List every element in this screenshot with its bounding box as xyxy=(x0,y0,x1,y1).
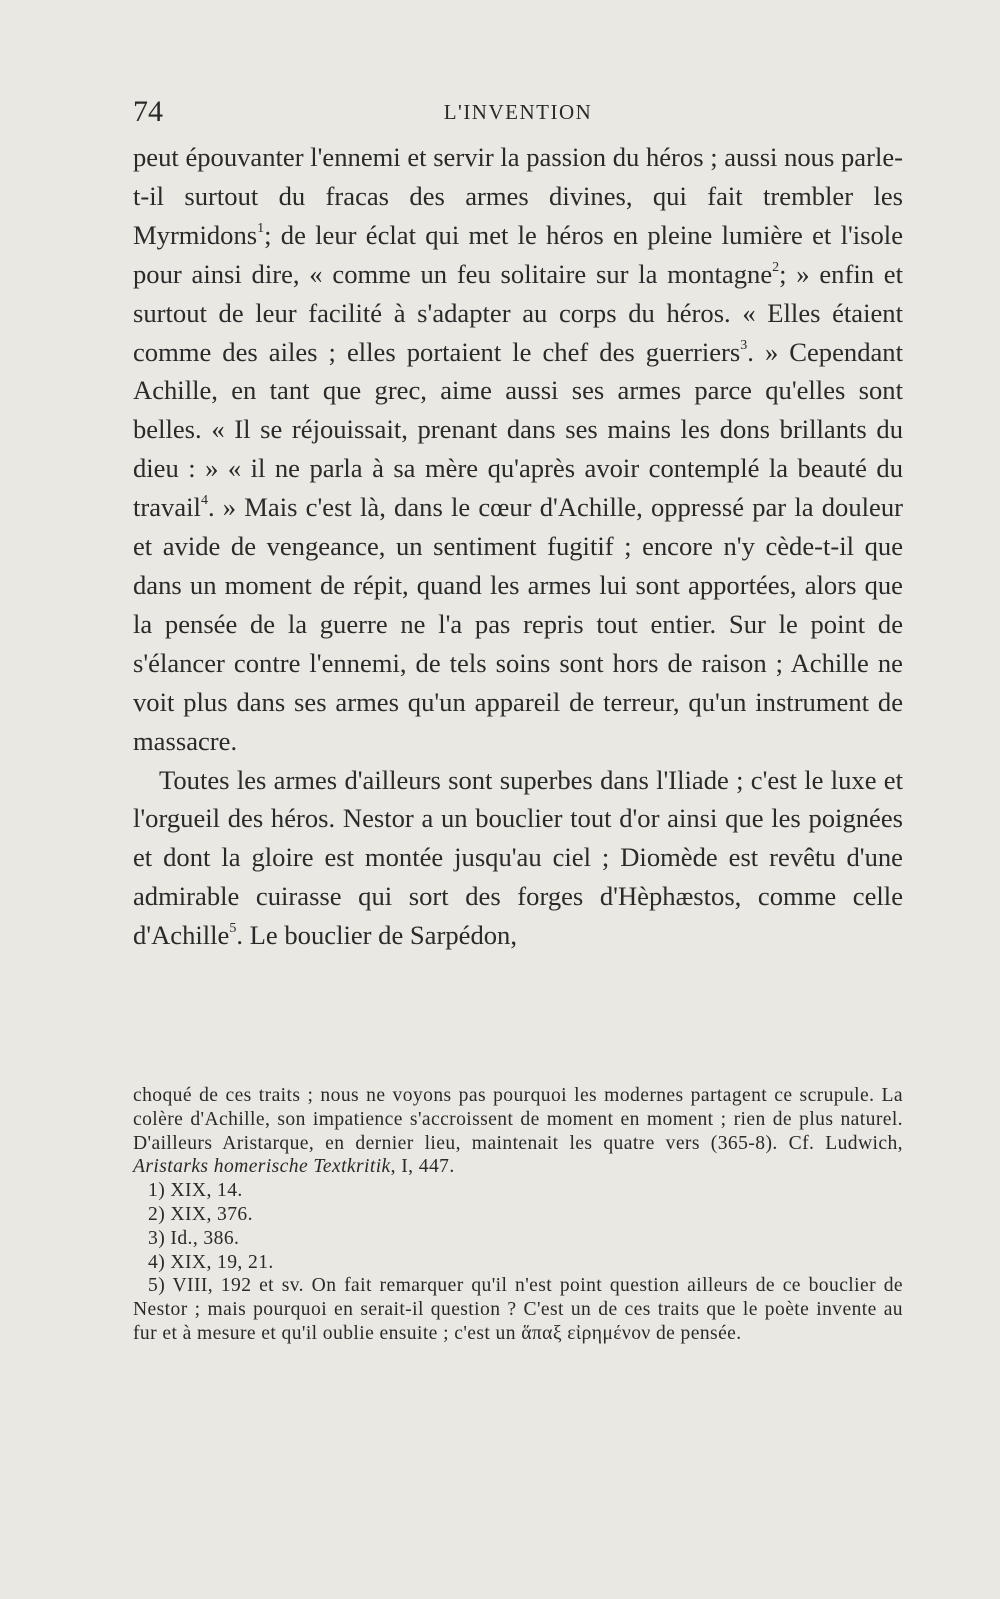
text-run: . » Cependant Achille, en tant que grec, aime aussi ses armes parce qu'elles sont belles. « Il se réjouissait, prenant dans ses mains les dons brillants du dieu : » « il ne parla à sa mère qu'après avoir contemplé la beauté du travail xyxy=(133,336,903,523)
main-text xyxy=(133,138,903,955)
footnote-4: 4) XIX, 19, 21. xyxy=(148,1251,274,1273)
text-run: 5) VIII, 192 et sv. On fait remarquer qu'il n'est point question ailleurs de ce bouclier de Nestor ; mais pourquoi en serait-il question ? C'est un de ces traits que le poète invente au fur et à mesure et qu'il oublie ensuite ; c'est un xyxy=(133,1275,903,1344)
footnote-5 xyxy=(131,1274,903,1345)
footnote-ref-3: 3 xyxy=(740,337,748,353)
text-run: , I, 447. xyxy=(390,1156,455,1178)
text-run: choqué de ces traits ; nous ne voyons pas pourquoi les modernes partagent ce scrupule. La colère d'Achille, son impatience s'accroissent de moment en moment ; rien de plus naturel. D'ailleurs Aristarque, en dernier lieu, maintenait les quatre vers (365-8). Cf. Ludwich, xyxy=(133,1085,903,1154)
page-number: 74 xyxy=(133,95,163,128)
footnote-1: 1) XIX, 14. xyxy=(148,1180,243,1202)
text-run: ; » enfin et surtout de leur facilité à s'adapter au corps du héros. « Elles étaient comme des ailes ; elles portaient le chef des guerriers xyxy=(133,258,903,367)
text-run: peut épouvanter l'ennemi et servir la passion du héros ; aussi nous parle-t-il surtout du fracas des armes divines, qui fait trembler les Myrmidons xyxy=(133,142,903,250)
footnote-2: 2) XIX, 376. xyxy=(148,1203,253,1225)
text-run: . Le bouclier de Sarpédon, xyxy=(236,920,517,951)
footnote-ref-5: 5 xyxy=(229,921,237,937)
footnote-ref-1: 1 xyxy=(257,220,265,236)
text-run: . » Mais c'est là, dans le cœur d'Achille, oppressé par la douleur et avide de vengeance, un sentiment fugitif ; encore n'y cède-t-il que dans un moment de répit, quand les armes lui sont apportées, alors que la pensée de la guerre ne l'a pas repris tout entier. Sur le point de s'élancer contre l'ennemi, de tels soins sont hors de raison ; Achille ne voit plus dans ses armes qu'un appareil de terreur, qu'un instrument de massacre. xyxy=(133,492,903,756)
footnote-continuation xyxy=(131,1084,903,1179)
footnotes xyxy=(131,1084,903,1346)
greek-phrase: ἅπαξ εἰρημένον xyxy=(521,1322,651,1344)
footnote-3: 3) Id., 386. xyxy=(148,1227,240,1249)
footnote-ref-4: 4 xyxy=(200,493,208,509)
citation-title: Aristarks homerische Textkritik xyxy=(133,1156,391,1178)
running-title: L'INVENTION xyxy=(443,100,593,124)
text-run: Toutes les armes d'ailleurs sont superbes dans l'Iliade ; c'est le luxe et l'orgueil des héros. Nestor a un bouclier tout d'or ainsi que les poignées et dont la gloire est montée jusqu'au ciel ; Diomède est revêtu d'une admirable cuirasse qui sort des forges d'Hèphæstos, comme celle d'Achille xyxy=(133,764,903,951)
paragraph-2 xyxy=(133,761,903,956)
text-run: ; de leur éclat qui met le héros en pleine lumière et l'isole pour ainsi dire, « comme un feu solitaire sur la montagne xyxy=(133,219,903,289)
text-run: de pensée. xyxy=(655,1322,742,1344)
paragraph-1 xyxy=(133,138,903,761)
page-header xyxy=(133,92,903,132)
footnote-ref-2: 2 xyxy=(772,259,780,275)
